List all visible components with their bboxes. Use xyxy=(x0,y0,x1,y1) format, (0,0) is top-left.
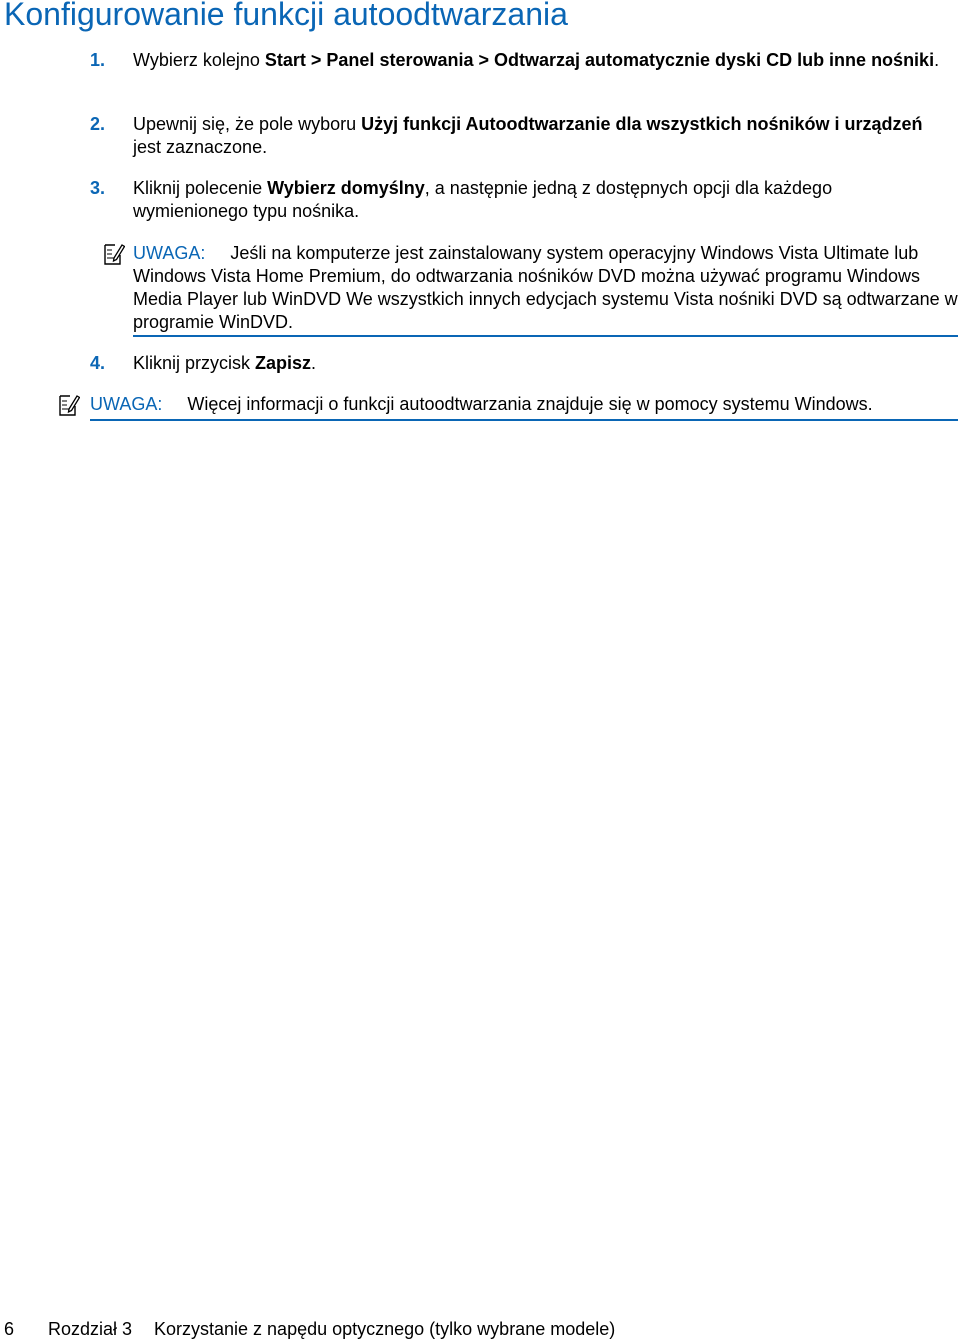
step-number: 3. xyxy=(90,178,106,198)
step-3 xyxy=(90,177,940,223)
step-number: 1. xyxy=(90,50,106,70)
step-2 xyxy=(90,113,940,159)
chapter-title: Korzystanie z napędu optycznego (tylko wybrane modele) xyxy=(154,1319,616,1339)
step-text: Upewnij się, że pole wyboru Użyj funkcji Autoodtwarzanie dla wszystkich nośników i urządzeń jest zaznaczone. xyxy=(133,114,923,157)
note-box xyxy=(133,242,958,337)
note-pencil-icon xyxy=(58,393,80,417)
step-4 xyxy=(90,352,940,375)
note-box xyxy=(90,393,958,421)
note-label: UWAGA: xyxy=(133,243,206,263)
step-text: Wybierz kolejno Start > Panel sterowania > Odtwarzaj automatycznie dyski CD lub inne nośniki. xyxy=(133,50,940,70)
note-label: UWAGA: xyxy=(90,394,163,414)
note-text: Jeśli na komputerze jest zainstalowany system operacyjny Windows Vista Ultimate lub Windows Vista Home Premium, do odtwarzania nośników DVD można używać programu Windows Media Player lub WinDVD We wszystkich innych edycjach systemu Vista nośniki DVD są odtwarzane w programie WinDVD. xyxy=(133,243,958,332)
step-number: 4. xyxy=(90,353,106,373)
page-number: 6 xyxy=(4,1319,15,1339)
note-pencil-icon xyxy=(103,242,125,266)
note-text: Więcej informacji o funkcji autoodtwarzania znajduje się w pomocy systemu Windows. xyxy=(187,394,873,414)
step-text: Kliknij polecenie Wybierz domyślny, a następnie jedną z dostępnych opcji dla każdego wymienionego typu nośnika. xyxy=(133,178,833,221)
step-1 xyxy=(90,49,940,72)
page-title: Konfigurowanie funkcji autoodtwarzania xyxy=(4,0,568,32)
step-text: Kliknij przycisk Zapisz. xyxy=(133,353,317,373)
chapter-label: Rozdział 3 xyxy=(48,1319,133,1339)
step-number: 2. xyxy=(90,114,106,134)
